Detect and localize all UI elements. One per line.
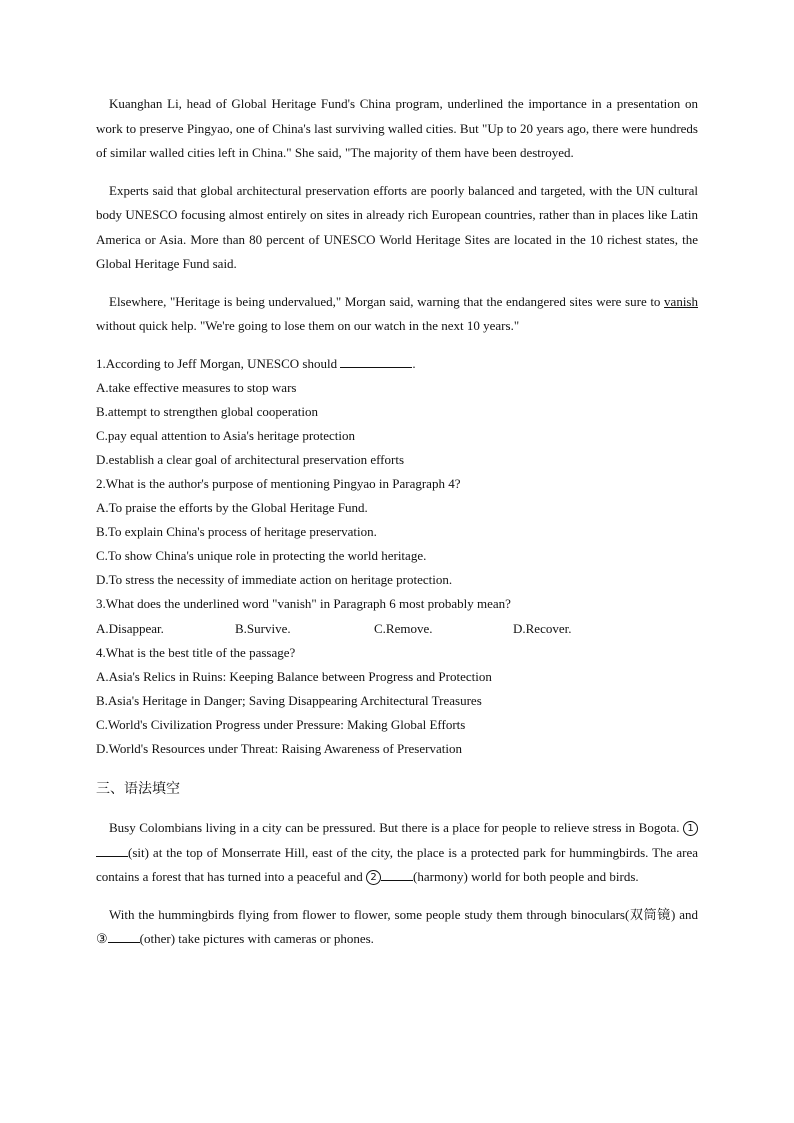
- question-2-option-c: C.To show China's unique role in protecting the world heritage.: [96, 548, 427, 564]
- question-4-option-d: D.World's Resources under Threat: Raising Awareness of Preservation: [96, 741, 462, 756]
- question-2-option-a: A.To praise the efforts by the Global Heritage Fund.: [96, 500, 368, 516]
- passage-paragraph-1: Kuanghan Li, head of Global Heritage Fund's China program, underlined the importance in a presentation on work to preserve Pingyao, one of China's last surviving walled cities. But "Up to 20 years ago, there were hundreds of similar walled cities left in China." She said, "The majority of them have been destroyed.: [96, 96, 698, 160]
- grammar-paragraph-2: With the hummingbirds flying from flower to flower, some people study them through binoculars(双筒镜) and ③ (other) take pictures with cameras or phones.: [96, 906, 698, 947]
- question-3-stem: 3.What does the underlined word "vanish" in Paragraph 6 most probably mean?: [96, 596, 511, 612]
- question-3-option-a: A.Disappear.: [96, 620, 164, 636]
- question-3-option-d: D.Recover.: [513, 620, 572, 636]
- question-1: [96, 352, 698, 472]
- grammar-paragraph-1: Busy Colombians living in a city can be pressured. But there is a place for people to relieve stress in Bogota. 1(sit) at the top of Monserrate Hill, east of the city, the place is a protected park for hummingbirds. The area contains a forest that has turned into a peaceful and 2 (harmony) world for both people and birds.: [96, 820, 698, 885]
- question-3-option-c: C.Remove.: [374, 620, 433, 636]
- question-3-options: [96, 617, 698, 641]
- paragraph-3-text-after: without quick help. "We're going to lose them on our watch in the next 10 years.": [96, 318, 520, 333]
- question-2-option-b: B.To explain China's process of heritage preservation.: [96, 524, 377, 540]
- blank-number-2-icon: 2: [366, 870, 381, 885]
- section-heading-grammar-fill: 三、语法填空: [96, 781, 180, 798]
- blank-number-1-icon: 1: [683, 821, 698, 836]
- question-4-option-b: B.Asia's Heritage in Danger; Saving Disappearing Architectural Treasures: [96, 692, 482, 708]
- question-1-option-c: C.pay equal attention to Asia's heritage protection: [96, 427, 356, 443]
- underlined-word-vanish: vanish: [664, 293, 698, 309]
- question-3: [96, 592, 698, 640]
- passage-paragraph-3: [96, 290, 698, 339]
- question-2-stem: 2.What is the author's purpose of mentioning Pingyao in Paragraph 4?: [96, 475, 461, 491]
- question-2: [96, 472, 698, 592]
- question-3-option-b: B.Survive.: [235, 620, 291, 636]
- question-1-option-d: D.establish a clear goal of architectural preservation efforts: [96, 451, 405, 467]
- question-2-option-d: D.To stress the necessity of immediate action on heritage protection.: [96, 572, 453, 588]
- question-4-option-a: A.Asia's Relics in Ruins: Keeping Balance between Progress and Protection: [96, 668, 492, 684]
- answer-blank: [340, 355, 412, 368]
- answer-blank: [381, 868, 413, 881]
- passage-paragraph-2: Experts said that global architectural preservation efforts are poorly balanced and targeted, with the UN cultural body UNESCO focusing almost entirely on sites in already rich European countries, rather than in places like Latin America or Asia. More than 80 percent of UNESCO World Heritage Sites are located in the 10 richest states, the Global Heritage Fund said.: [96, 182, 698, 271]
- question-4-option-c: C.World's Civilization Progress under Pressure: Making Global Efforts: [96, 716, 466, 732]
- question-4: [96, 641, 698, 761]
- answer-blank: [108, 930, 140, 943]
- answer-blank: [96, 844, 128, 857]
- question-4-stem: 4.What is the best title of the passage?: [96, 644, 296, 660]
- paragraph-3-text-before: Elsewhere, "Heritage is being undervalued," Morgan said, warning that the endangered sites were sure to: [109, 293, 665, 309]
- document-content: [96, 92, 698, 965]
- question-1-stem: 1.According to Jeff Morgan, UNESCO should .: [96, 355, 416, 371]
- question-1-option-b: B.attempt to strengthen global cooperation: [96, 403, 319, 419]
- question-1-option-a: A.take effective measures to stop wars: [96, 379, 297, 395]
